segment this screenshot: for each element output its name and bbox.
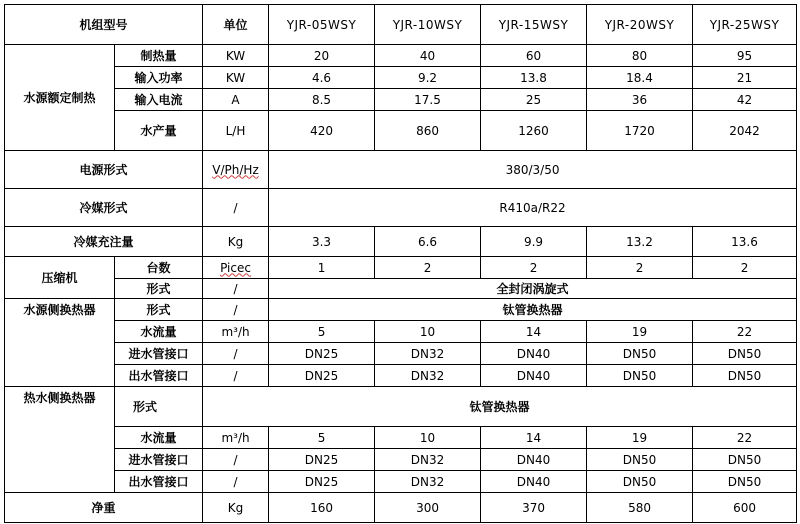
- water-output-value: 1720: [587, 111, 693, 151]
- water-output-value: 860: [375, 111, 481, 151]
- water-output-value: 420: [269, 111, 375, 151]
- refrigerant-charge-label: 冷媒充注量: [5, 227, 203, 257]
- input-power-value: 18.4: [587, 67, 693, 89]
- hot-flow-value: 19: [587, 427, 693, 449]
- model-header: 机组型号: [5, 5, 203, 45]
- compressor-type-row: [5, 279, 797, 299]
- water-output-value: 1260: [481, 111, 587, 151]
- source-inlet-value: DN25: [269, 343, 375, 365]
- hot-inlet-value: DN25: [269, 449, 375, 471]
- source-type-unit: /: [203, 299, 269, 321]
- hot-flow-row: [5, 427, 797, 449]
- weight-row: [5, 493, 797, 523]
- hot-type-label: 形式: [115, 387, 203, 427]
- refrigerant-charge-row: [5, 227, 797, 257]
- refrigerant-value: R410a/R22: [269, 189, 797, 227]
- refrigerant-charge-value: 3.3: [269, 227, 375, 257]
- input-current-value: 8.5: [269, 89, 375, 111]
- input-power-unit: KW: [203, 67, 269, 89]
- compressor-count-label: 台数: [115, 257, 203, 279]
- source-inlet-value: DN32: [375, 343, 481, 365]
- water-output-value: 2042: [693, 111, 797, 151]
- spec-table: [4, 4, 797, 523]
- hot-inlet-value: DN40: [481, 449, 587, 471]
- source-flow-value: 14: [481, 321, 587, 343]
- source-outlet-label: 出水管接口: [115, 365, 203, 387]
- source-inlet-label: 进水管接口: [115, 343, 203, 365]
- source-type-label: 形式: [115, 299, 203, 321]
- hot-outlet-value: DN50: [693, 471, 797, 493]
- power-row: [5, 151, 797, 189]
- heating-capacity-row: [5, 45, 797, 67]
- input-current-value: 25: [481, 89, 587, 111]
- compressor-count-value: 2: [375, 257, 481, 279]
- source-flow-value: 10: [375, 321, 481, 343]
- hot-flow-value: 5: [269, 427, 375, 449]
- hot-flow-value: 14: [481, 427, 587, 449]
- heating-capacity-value: 95: [693, 45, 797, 67]
- hot-outlet-label: 出水管接口: [115, 471, 203, 493]
- hot-inlet-value: DN32: [375, 449, 481, 471]
- hot-inlet-label: 进水管接口: [115, 449, 203, 471]
- refrigerant-row: [5, 189, 797, 227]
- source-flow-value: 19: [587, 321, 693, 343]
- input-current-label: 输入电流: [115, 89, 203, 111]
- source-outlet-value: DN50: [587, 365, 693, 387]
- hot-flow-label: 水流量: [115, 427, 203, 449]
- model-header-5: YJR-25WSY: [693, 5, 797, 45]
- hot-type-value: 钛管换热器: [203, 387, 797, 427]
- power-label: 电源形式: [5, 151, 203, 189]
- rated-heating-group-label: 水源额定制热: [5, 45, 115, 151]
- heating-capacity-value: 60: [481, 45, 587, 67]
- hot-inlet-row: [5, 449, 797, 471]
- compressor-group-label: 压缩机: [5, 257, 115, 299]
- heating-capacity-value: 80: [587, 45, 693, 67]
- hot-flow-value: 10: [375, 427, 481, 449]
- model-header-4: YJR-20WSY: [587, 5, 693, 45]
- weight-value: 160: [269, 493, 375, 523]
- refrigerant-charge-value: 13.6: [693, 227, 797, 257]
- compressor-type-label: 形式: [115, 279, 203, 299]
- source-flow-value: 5: [269, 321, 375, 343]
- unit-header: 单位: [203, 5, 269, 45]
- compressor-count-unit: [203, 257, 269, 279]
- weight-unit: Kg: [203, 493, 269, 523]
- refrigerant-charge-unit: Kg: [203, 227, 269, 257]
- source-outlet-value: DN50: [693, 365, 797, 387]
- compressor-count-value: 2: [587, 257, 693, 279]
- heating-capacity-label: 制热量: [115, 45, 203, 67]
- hot-flow-unit: m³/h: [203, 427, 269, 449]
- hot-inlet-value: DN50: [693, 449, 797, 471]
- hot-type-row: [5, 387, 797, 427]
- source-type-row: [5, 299, 797, 321]
- source-inlet-unit: /: [203, 343, 269, 365]
- source-outlet-value: DN32: [375, 365, 481, 387]
- source-inlet-row: [5, 343, 797, 365]
- input-power-row: [5, 67, 797, 89]
- compressor-type-unit: /: [203, 279, 269, 299]
- input-current-value: 17.5: [375, 89, 481, 111]
- power-value: 380/3/50: [269, 151, 797, 189]
- input-current-value: 36: [587, 89, 693, 111]
- compressor-count-value: 1: [269, 257, 375, 279]
- input-power-value: 13.8: [481, 67, 587, 89]
- weight-value: 370: [481, 493, 587, 523]
- model-header-3: YJR-15WSY: [481, 5, 587, 45]
- header-row: [5, 5, 797, 45]
- weight-value: 600: [693, 493, 797, 523]
- source-exchanger-group-label: 水源侧换热器: [5, 299, 115, 387]
- water-output-row: [5, 111, 797, 151]
- weight-label: 净重: [5, 493, 203, 523]
- hot-flow-value: 22: [693, 427, 797, 449]
- input-power-label: 输入功率: [115, 67, 203, 89]
- input-current-unit: A: [203, 89, 269, 111]
- source-inlet-value: DN50: [693, 343, 797, 365]
- hot-outlet-value: DN50: [587, 471, 693, 493]
- source-outlet-value: DN25: [269, 365, 375, 387]
- compressor-type-value: 全封闭涡旋式: [269, 279, 797, 299]
- source-flow-unit: m³/h: [203, 321, 269, 343]
- source-inlet-value: DN50: [587, 343, 693, 365]
- model-header-1: YJR-05WSY: [269, 5, 375, 45]
- hot-outlet-value: DN32: [375, 471, 481, 493]
- heating-capacity-value: 40: [375, 45, 481, 67]
- heating-capacity-value: 20: [269, 45, 375, 67]
- source-flow-label: 水流量: [115, 321, 203, 343]
- refrigerant-unit: /: [203, 189, 269, 227]
- hot-outlet-unit: /: [203, 471, 269, 493]
- refrigerant-charge-value: 13.2: [587, 227, 693, 257]
- refrigerant-label: 冷媒形式: [5, 189, 203, 227]
- model-header-2: YJR-10WSY: [375, 5, 481, 45]
- hot-outlet-value: DN25: [269, 471, 375, 493]
- input-power-value: 9.2: [375, 67, 481, 89]
- water-output-unit: L/H: [203, 111, 269, 151]
- hot-outlet-value: DN40: [481, 471, 587, 493]
- compressor-count-value: 2: [693, 257, 797, 279]
- source-type-value: 钛管换热器: [269, 299, 797, 321]
- refrigerant-charge-value: 9.9: [481, 227, 587, 257]
- hot-inlet-unit: /: [203, 449, 269, 471]
- input-power-value: 21: [693, 67, 797, 89]
- heating-capacity-unit: KW: [203, 45, 269, 67]
- compressor-count-unit-text: Picec: [220, 260, 251, 275]
- source-inlet-value: DN40: [481, 343, 587, 365]
- water-output-label: 水产量: [115, 111, 203, 151]
- power-unit-text: V/Ph/Hz: [212, 162, 259, 177]
- power-unit: [203, 151, 269, 189]
- source-outlet-row: [5, 365, 797, 387]
- hot-inlet-value: DN50: [587, 449, 693, 471]
- source-flow-value: 22: [693, 321, 797, 343]
- refrigerant-charge-value: 6.6: [375, 227, 481, 257]
- compressor-count-row: [5, 257, 797, 279]
- input-power-value: 4.6: [269, 67, 375, 89]
- source-flow-row: [5, 321, 797, 343]
- compressor-count-value: 2: [481, 257, 587, 279]
- weight-value: 300: [375, 493, 481, 523]
- source-outlet-value: DN40: [481, 365, 587, 387]
- source-outlet-unit: /: [203, 365, 269, 387]
- weight-value: 580: [587, 493, 693, 523]
- hot-outlet-row: [5, 471, 797, 493]
- input-current-row: [5, 89, 797, 111]
- input-current-value: 42: [693, 89, 797, 111]
- hot-exchanger-group-label: 热水侧换热器: [5, 387, 115, 493]
